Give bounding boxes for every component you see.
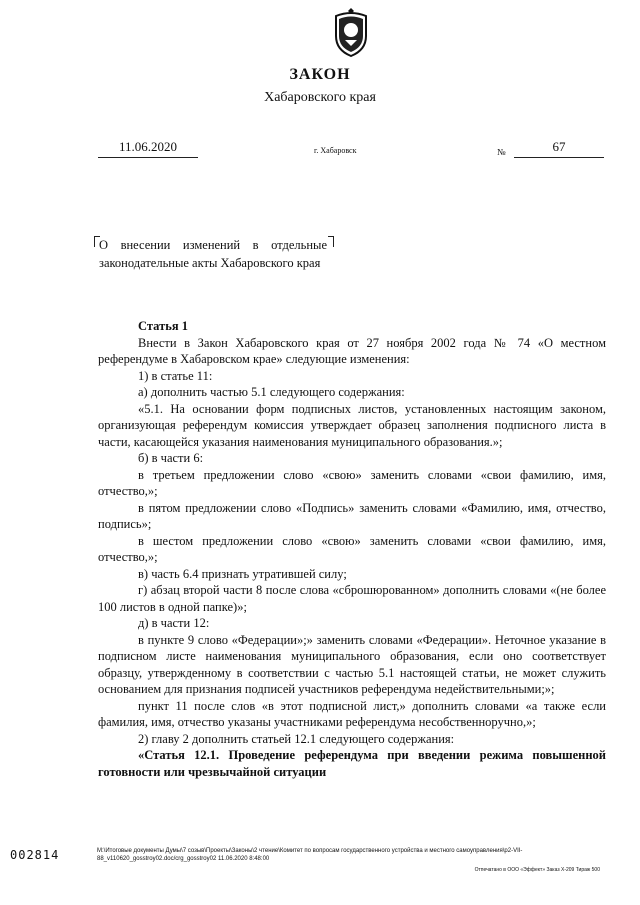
paragraph: в третьем предложении слово «свою» заменить словами «свои фамилию, имя, отчество,»; <box>98 467 606 498</box>
paragraph: «5.1. На основании форм подписных листов, установленных настоящим законом, организующая референдум комиссия утверждает образец заполнения подписного листа в части, касающейся указания наименования муниципального образования.»; <box>98 401 606 449</box>
paragraph: б) в части 6: <box>138 451 204 465</box>
subject-bracket-right <box>328 236 334 247</box>
law-number: 67 <box>514 139 604 158</box>
paragraph-article-12-1-heading: «Статья 12.1. Проведение референдума при введении режима повышенной готовности или чрезвычайной ситуации <box>98 748 606 779</box>
article-body <box>98 318 606 780</box>
law-date: 11.06.2020 <box>98 139 198 158</box>
paragraph: в пункте 9 слово «Федерации»;» заменить словами «Федерации». Неточное указание в подписном листе наименования муниципального образования, если оно соответствует образцу, утвержденному в соответствии с частью 5.1 настоящей статьи, не может служить основанием для признания подписей участников референдума недействительными;»; <box>98 632 606 696</box>
document-title: ЗАКОН <box>289 66 351 83</box>
paragraph: д) в части 12: <box>138 616 210 630</box>
paragraph: в пятом предложении слово «Подпись» заменить словами «Фамилию, имя, отчество, подпись»; <box>98 500 606 531</box>
document-id: 002814 <box>10 848 60 862</box>
paragraph: в шестом предложении слово «свою» заменить словами «свои фамилию, имя, отчество,»; <box>98 533 606 564</box>
paragraph: г) абзац второй части 8 после слова «сброшюрованном» дополнить словами «(не более 100 листов в одной папке)»; <box>98 583 606 614</box>
article-heading: Статья 1 <box>138 319 188 333</box>
paragraph: Внести в Закон Хабаровского края от 27 ноября 2002 года № 74 «О местном референдуме в Хабаровском крае» следующие изменения: <box>98 335 606 366</box>
law-city: г. Хабаровск <box>314 146 357 155</box>
print-info: Отпечатано в ООО «Эффект» Заказ Х-209 Тираж 500 <box>474 867 600 873</box>
paragraph: пункт 11 после слов «в этот подписной лист,» дополнить словами «а также если фамилия, имя, отчество указаны участниками референдума несобственноручно,»; <box>98 698 606 729</box>
number-sign: № <box>497 147 506 157</box>
document-subtitle: Хабаровского края <box>264 90 376 105</box>
paragraph: а) дополнить частью 5.1 следующего содержания: <box>138 385 405 399</box>
paragraph: 2) главу 2 дополнить статьей 12.1 следующего содержания: <box>138 731 455 746</box>
paragraph: 1) в статье 11: <box>138 368 213 383</box>
paragraph: в) часть 6.4 признать утратившей силу; <box>138 566 347 581</box>
coat-of-arms-icon <box>330 6 372 58</box>
file-path: М:\Итоговые документы Думы\7 созыв\Проекты\Законы\2 чтение\Комитет по вопросам государственного устройства и местного самоуправления\p2-VII-88_v110620_gosstroy02.doc/crg_gosstroy02 11.06.2020 8:48:00 <box>97 848 523 862</box>
law-subject: О внесении изменений в отдельные законодательные акты Хабаровского края <box>99 238 327 270</box>
